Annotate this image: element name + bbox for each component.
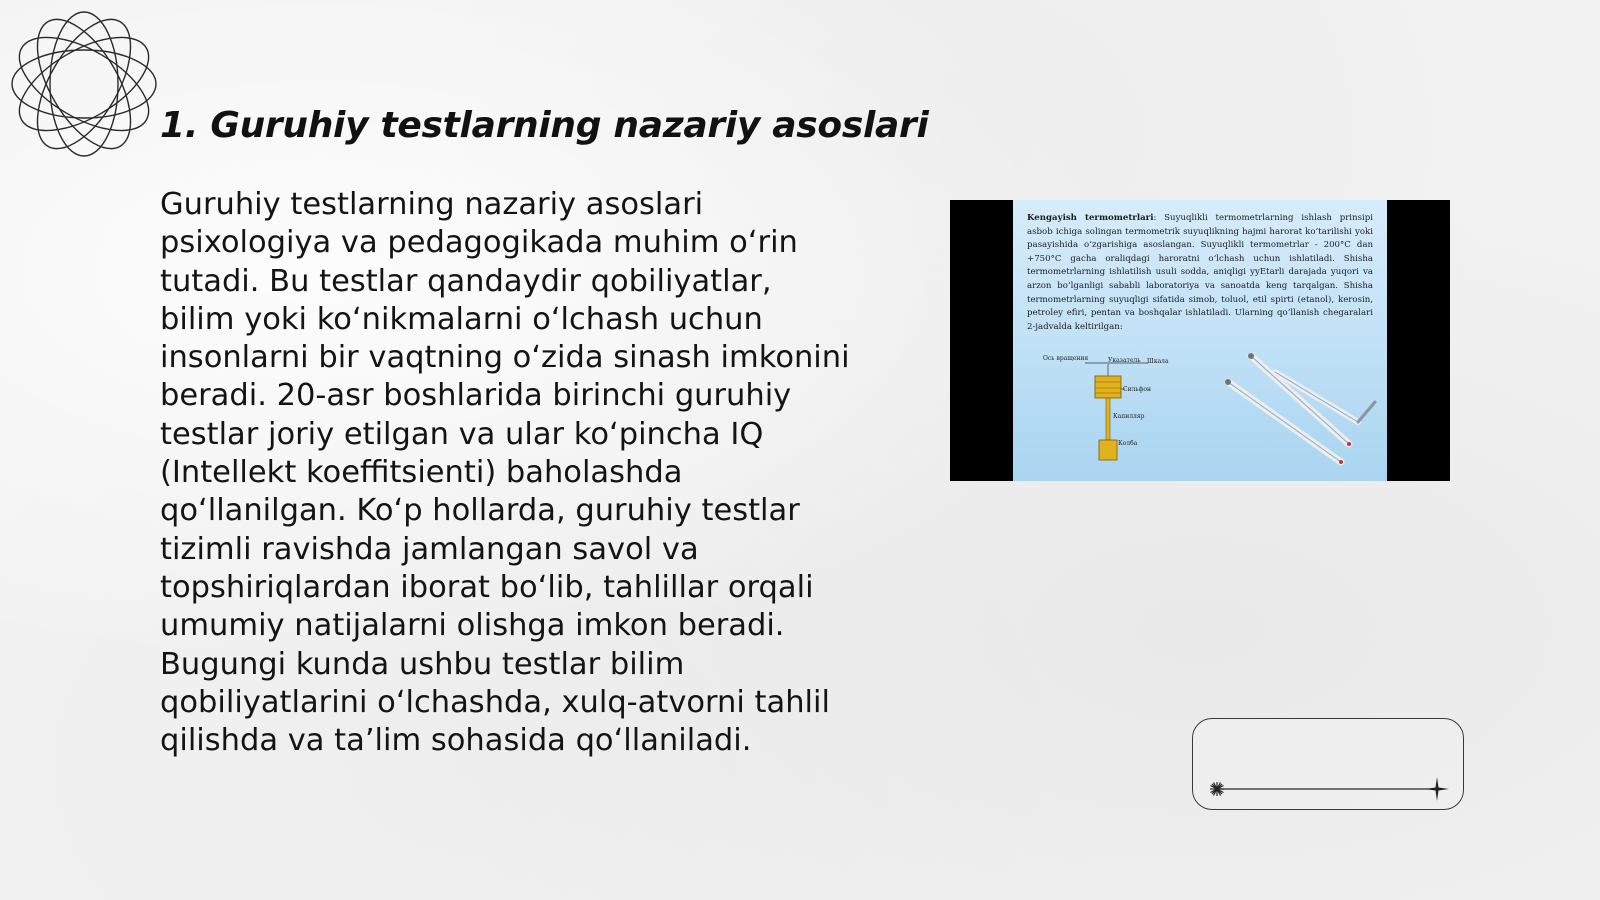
- decorative-card: [1192, 718, 1464, 810]
- slide-body-text: Guruhiy testlarning nazariy asoslari psixologiya va pedagogikada muhim o‘rin tutadi. Bu testlar qandaydir qobiliyatlar, bilim yoki ko‘nikmalarni o‘lchash uchun insonlarni bir vaqtning o‘zida sinash imkonini beradi. 20-asr boshlarida birinchi guruhiy testlar joriy etilgan va ular ko‘pincha IQ (Intellekt koeffitsienti) baholashda qo‘llanilgan. Ko‘p hollarda, guruhiy testlar tizimli ravishda jamlangan savol va topshiriqlardan iborat bo‘lib, tahlillar orqali umumiy natijalarni olishga imkon beradi. Bugungi kunda ushbu testlar bilim qobiliyatlarini o‘lchashda, xulq-atvorni tahlil qilishda va ta’lim sohasida qo‘llaniladi.: [160, 187, 850, 759]
- label-capillary: Капилляр: [1113, 413, 1145, 420]
- circular-line-ornament-icon: [10, 10, 158, 158]
- cross-star-icon: [1425, 777, 1449, 801]
- starburst-icon: [1210, 782, 1224, 796]
- slide-title: 1. Guruhiy testlarning nazariy asoslari: [160, 105, 929, 146]
- label-bulb: Колба: [1118, 440, 1138, 447]
- label-pointer: Указатель: [1108, 357, 1141, 364]
- thermometer-figure: [1013, 352, 1387, 481]
- image-paragraph: [1027, 212, 1373, 334]
- image-body: : Suyuqlikli termometrlarning ishlash prinsipi asbob ichiga solingan termometrik suyuqlikning hajmi harorat ko‘tarilishi yoki pasayishida o‘zgarishiga asoslangan. Suyuqlikli termometrlar - 200°C dan +750°C gacha oraliqdagi haroratni o‘lchash uchun ishlatiladi. Shisha termometrlarning ishlatilish usuli sodda, aniqligi yyEtarli darajada yuqori va arzon bo‘lganligi sababli laboratoriya va sanoatda keng tarqalgan. Shisha termometrlarning suyuqligi sifatida simob, toluol, etil spirti (etanol), kerosin, petroley efiri, pentan va boshqalar ishlatiladi. Ularning qo‘llanish chegaralari 2-jadvalda keltirilgan:: [1027, 213, 1373, 332]
- label-bellows: Сильфон: [1123, 386, 1151, 393]
- thermometer-image: [950, 200, 1450, 481]
- label-scale: Шкала: [1147, 358, 1169, 365]
- image-document-page: [1013, 200, 1387, 481]
- label-axis: Ось вращения: [1043, 355, 1089, 362]
- image-heading: Kengayish termometrlari: [1027, 213, 1154, 223]
